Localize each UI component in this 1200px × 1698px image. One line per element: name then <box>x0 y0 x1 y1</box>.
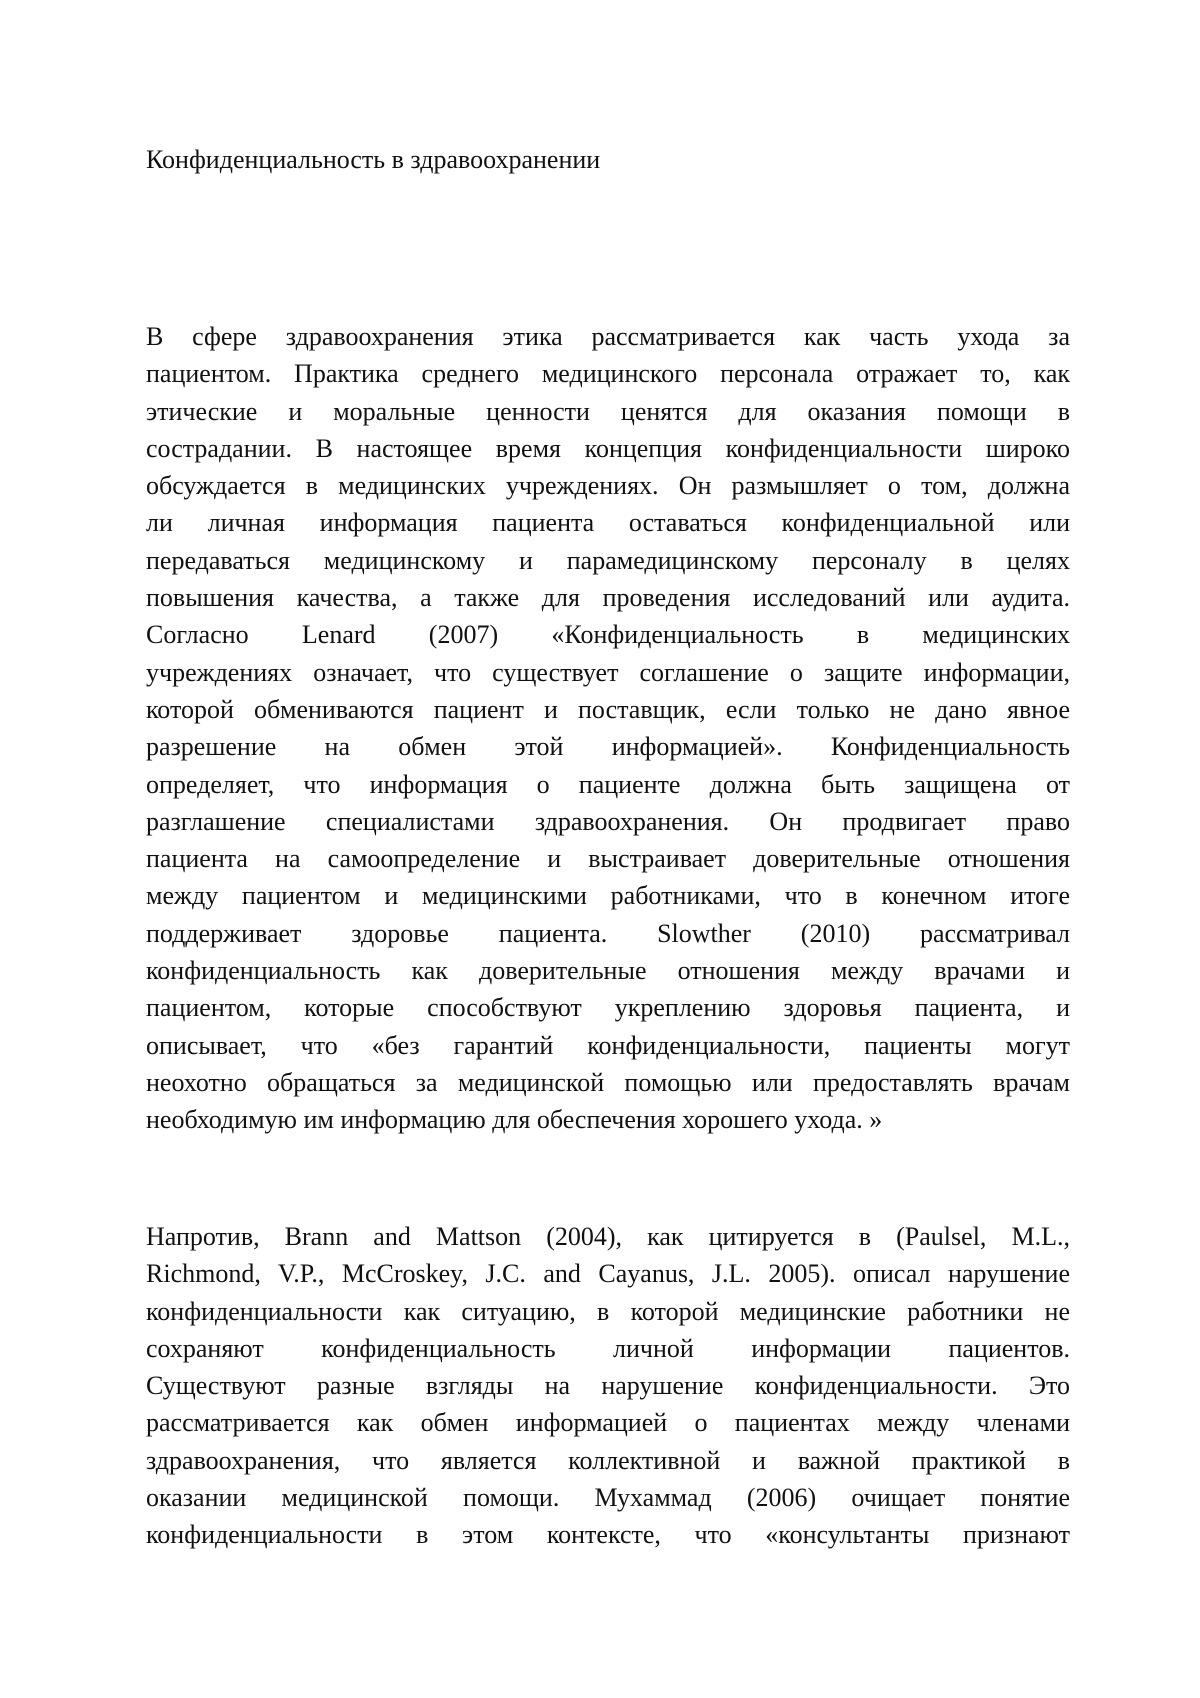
paragraph-line: повышения качества, а также для проведения исследований или аудита. <box>146 583 1070 613</box>
paragraph-line: передаваться медицинскому и парамедицинскому персоналу в целях <box>146 545 1070 575</box>
paragraph-line: пациента на самоопределение и выстраивает доверительные отношения <box>146 844 1070 874</box>
paragraph-line: описывает, что «без гарантий конфиденциальности, пациенты могут <box>146 1030 1070 1060</box>
paragraph-line: необходимую им информацию для обеспечения хорошего ухода. » <box>146 1105 883 1135</box>
paragraph-line: ли личная информация пациента оставаться конфиденциальной или <box>146 508 1070 538</box>
document-title: Конфиденциальность в здравоохранении <box>146 145 601 174</box>
paragraph-line: сострадании. В настоящее время концепция конфиденциальности широко <box>146 433 1070 463</box>
paragraph-line: рассматривается как обмен информацией о пациентах между членами <box>146 1408 1070 1438</box>
paragraph-1 <box>146 318 1070 1139</box>
paragraph-line: В сфере здравоохранения этика рассматривается как часть ухода за <box>146 322 1070 351</box>
paragraph-line: конфиденциальность как доверительные отношения между врачами и <box>146 956 1070 986</box>
paragraph-line: поддерживает здоровье пациента. Slowther (2010) рассматривал <box>146 918 1070 948</box>
paragraph-line: оказании медицинской помощи. Мухаммад (2006) очищает понятие <box>146 1483 1070 1513</box>
paragraph-line: сохраняют конфиденциальность личной информации пациентов. <box>146 1333 1070 1363</box>
paragraph-line: Существуют разные взгляды на нарушение конфиденциальности. Это <box>146 1371 1070 1401</box>
paragraph-line: этические и моральные ценности ценятся для оказания помощи в <box>146 396 1070 426</box>
paragraph-line: разглашение специалистами здравоохранения. Он продвигает право <box>146 806 1070 836</box>
paragraph-line: здравоохранения, что является коллективной и важной практикой в <box>146 1445 1070 1475</box>
paragraph-line: между пациентом и медицинскими работниками, что в конечном итоге <box>146 881 1070 911</box>
paragraph-line: Напротив, Brann and Mattson (2004), как цитируется в (Paulsel, M.L., <box>146 1222 1070 1251</box>
paragraph-line: неохотно обращаться за медицинской помощью или предоставлять врачам <box>146 1067 1070 1097</box>
paragraph-line: конфиденциальности как ситуацию, в которой медицинские работники не <box>146 1296 1070 1326</box>
paragraph-line: Richmond, V.P., McCroskey, J.C. and Cayanus, J.L. 2005). описал нарушение <box>146 1259 1070 1289</box>
paragraph-line: учреждениях означает, что существует соглашение о защите информации, <box>146 657 1070 687</box>
paragraph-line: которой обмениваются пациент и поставщик, если только не дано явное <box>146 694 1070 724</box>
paragraph-line: пациентом. Практика среднего медицинского персонала отражает то, как <box>146 359 1070 389</box>
paragraph-line: разрешение на обмен этой информацией». Конфиденциальность <box>146 732 1070 762</box>
paragraph-2 <box>146 1218 1070 1554</box>
paragraph-line: конфиденциальности в этом контексте, что «консультанты признают <box>146 1520 1070 1550</box>
paragraph-line: Согласно Lenard (2007) «Конфиденциальность в медицинских <box>146 620 1070 650</box>
paragraph-line: обсуждается в медицинских учреждениях. Он размышляет о том, должна <box>146 471 1070 501</box>
paragraph-line: пациентом, которые способствуют укреплению здоровья пациента, и <box>146 993 1070 1023</box>
paragraph-line: определяет, что информация о пациенте должна быть защищена от <box>146 769 1070 799</box>
